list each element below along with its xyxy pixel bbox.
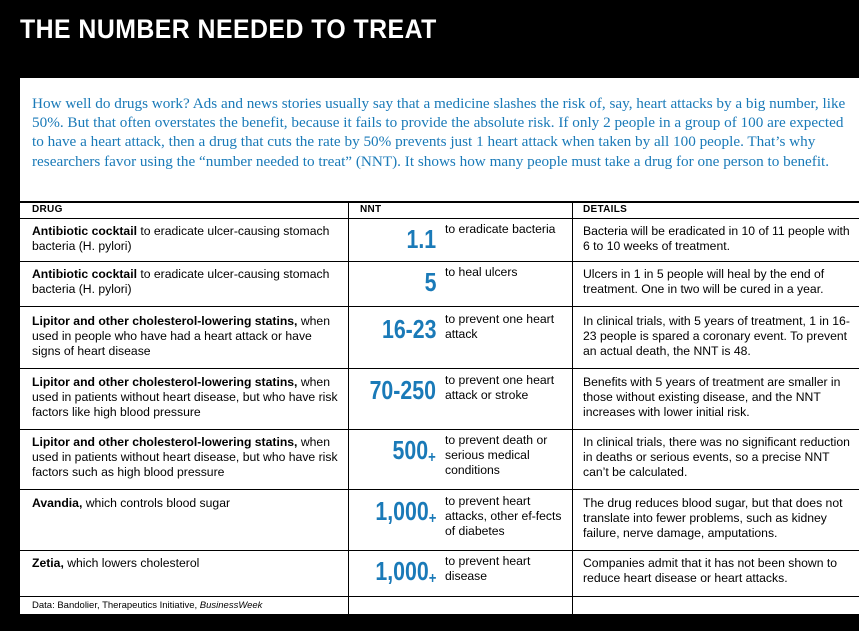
- row-divider: [20, 550, 859, 551]
- drug-name: Zetia,: [32, 556, 64, 570]
- nnt-value: [393, 435, 436, 473]
- nnt-description: to prevent death or serious medical conditions: [445, 433, 548, 478]
- nnt-description: to eradicate bacteria: [445, 222, 556, 236]
- nnt-value: [375, 496, 436, 534]
- drug-cell: [32, 375, 342, 421]
- drug-cell: [32, 556, 342, 571]
- nnt-number: 1,000: [374, 496, 429, 526]
- nnt-number: 1,000: [374, 556, 429, 586]
- drug-description: to eradicate ulcer-causing stomach bacteria (H. pylori): [32, 224, 330, 254]
- drug-description: which controls blood sugar: [82, 496, 231, 510]
- details-cell: Benefits with 5 years of treatment are smaller in those without existing disease, and the NNT increases with lower initial risk.: [583, 375, 841, 420]
- nnt-description: to prevent one heart attack or stroke: [445, 373, 555, 403]
- row-divider: [20, 368, 859, 369]
- details-cell: The drug reduces blood sugar, but that does not translate into fewer problems, such as kidney failure, nerve damage, amputations.: [583, 496, 843, 541]
- details-cell: Bacteria will be eradicated in 10 of 11 people with 6 to 10 weeks of treatment.: [583, 224, 850, 254]
- nnt-value: [375, 556, 436, 594]
- table-top-rule: [20, 201, 859, 203]
- intro-paragraph: How well do drugs work? Ads and news stories usually say that a medicine slashes the risk of, say, heart attacks by a big number, like 50%. But that often overstates the benefit, because it fails to provide the absolute risk. If only 2 people in a group of 100 are expected to have a heart attack, then a drug that cuts the rate by 50% prevents just 1 heart attack when taken by all 100 people. That’s why researchers favor using the “number needed to treat” (NNT). It shows how many people must take a drug for one person to benefit.: [32, 95, 846, 170]
- source-note: [32, 600, 262, 611]
- column-header-drug: DRUG: [32, 204, 63, 215]
- nnt-number: 16-23: [381, 314, 436, 344]
- details-cell: Ulcers in 1 in 5 people will heal by the end of treatment. One in two will be cured in a year.: [583, 267, 825, 297]
- source-italic: BusinessWeek: [199, 600, 263, 611]
- nnt-plus: +: [428, 449, 436, 466]
- nnt-value: [424, 267, 436, 305]
- drug-description: when used in people who have had a heart attack or have signs of heart disease: [32, 314, 330, 359]
- nnt-plus: +: [428, 570, 436, 587]
- drug-cell: [32, 267, 342, 297]
- nnt-number: 5: [424, 267, 436, 297]
- drug-name: Antibiotic cocktail: [32, 267, 137, 281]
- nnt-plus: +: [428, 510, 436, 527]
- source-prefix: Data: Bandolier, Therapeutics Initiative,: [32, 600, 200, 611]
- nnt-value: [370, 375, 436, 413]
- nnt-value: [406, 224, 436, 262]
- nnt-description: to prevent one heart attack: [445, 312, 555, 342]
- details-cell: Companies admit that it has not been shown to reduce heart disease or heart attacks.: [583, 556, 838, 586]
- nnt-description: to heal ulcers: [445, 265, 518, 279]
- row-divider: [20, 261, 859, 262]
- column-header-nnt: NNT: [360, 204, 382, 215]
- column-header-details: DETAILS: [583, 204, 628, 215]
- nnt-value: [381, 314, 436, 352]
- drug-name: Lipitor and other cholesterol-lowering statins,: [32, 435, 298, 449]
- drug-cell: [32, 496, 342, 511]
- column-divider: [572, 202, 573, 614]
- nnt-number: 70-250: [369, 375, 436, 405]
- row-divider: [20, 489, 859, 490]
- row-divider: [20, 306, 859, 307]
- drug-description: when used in patients without heart disease, but who have risk factors like high blood pressure: [32, 375, 338, 420]
- page-title: THE NUMBER NEEDED TO TREAT: [20, 14, 437, 44]
- drug-description: when used in patients without heart disease, but who have risk factors such as high blood pressure: [32, 435, 338, 480]
- drug-name: Lipitor and other cholesterol-lowering statins,: [32, 314, 298, 328]
- header-rule: [20, 218, 859, 219]
- drug-name: Antibiotic cocktail: [32, 224, 137, 238]
- drug-name: Avandia,: [32, 496, 83, 510]
- nnt-number: 500: [392, 435, 429, 465]
- drug-cell: [32, 224, 342, 254]
- nnt-description: to prevent heart disease: [445, 554, 531, 584]
- drug-cell: [32, 314, 342, 360]
- row-divider: [20, 429, 859, 430]
- nnt-description: to prevent heart attacks, other ef-fects of diabetes: [445, 494, 562, 539]
- drug-description: which lowers cholesterol: [63, 556, 200, 570]
- drug-description: to eradicate ulcer-causing stomach bacteria (H. pylori): [32, 267, 330, 297]
- nnt-number: 1.1: [406, 224, 436, 254]
- drug-cell: [32, 435, 342, 481]
- details-cell: In clinical trials, with 5 years of treatment, 1 in 16-23 people is spared a coronary event. To prevent an actual death, the NNT is 48.: [583, 314, 850, 359]
- content-panel: [20, 78, 859, 614]
- row-divider: [20, 596, 859, 597]
- drug-name: Lipitor and other cholesterol-lowering statins,: [32, 375, 298, 389]
- column-divider: [348, 202, 349, 614]
- details-cell: In clinical trials, there was no significant reduction in deaths or serious events, so a precise NNT can’t be calculated.: [583, 435, 850, 480]
